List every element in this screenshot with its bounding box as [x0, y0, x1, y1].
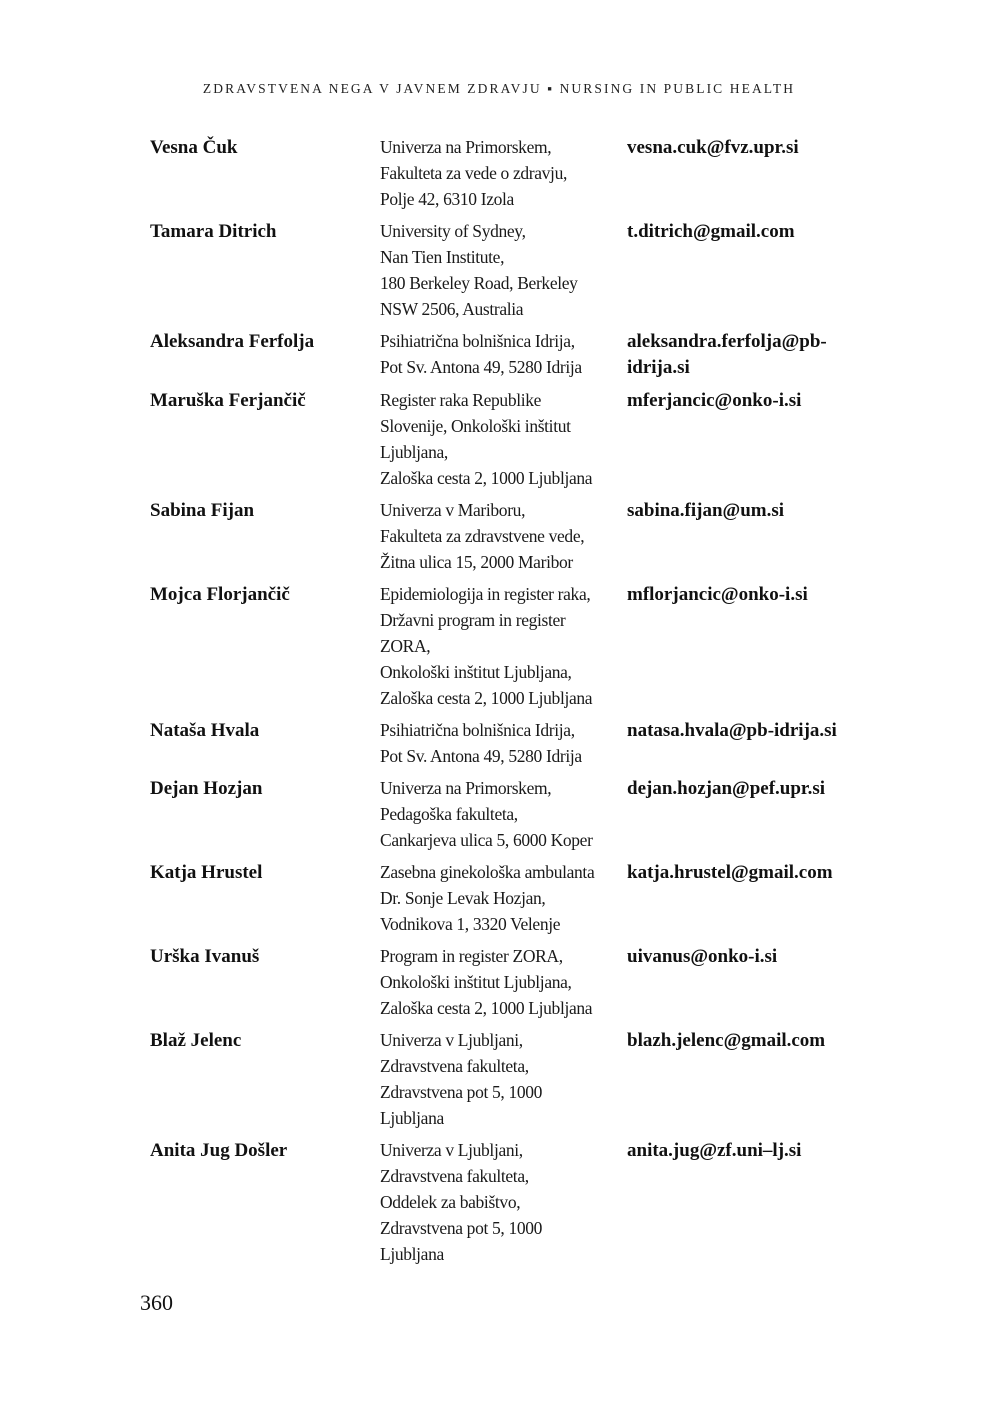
- affiliation-line: Zasebna ginekološka ambulanta: [380, 862, 595, 882]
- email-line: mferjancic@onko-i.si: [627, 390, 802, 411]
- affiliation-line: University of Sydney,: [380, 221, 526, 241]
- contributor-entry: [150, 581, 910, 711]
- contributor-affiliation: [380, 775, 627, 853]
- affiliation-line: NSW 2506, Australia: [380, 299, 524, 319]
- email-line: blazh.jelenc@gmail.com: [627, 1030, 826, 1051]
- contributor-email: [627, 775, 825, 802]
- email-line: sabina.fijan@um.si: [627, 500, 785, 521]
- contributor-name: Sabina Fijan: [150, 500, 255, 521]
- contributor-entry: [150, 497, 910, 575]
- email-line: dejan.hozjan@pef.upr.si: [627, 778, 826, 799]
- contributor-name: Urška Ivanuš: [150, 946, 260, 967]
- contributor-name: Nataša Hvala: [150, 720, 260, 741]
- affiliation-line: Žitna ulica 15, 2000 Maribor: [380, 552, 573, 572]
- contributor-entry: [150, 775, 910, 853]
- affiliation-line: Univerza v Mariboru,: [380, 500, 526, 520]
- affiliation-line: Slovenije, Onkološki inštitut: [380, 416, 571, 436]
- affiliation-line: Epidemiologija in register raka,: [380, 584, 591, 604]
- email-line: uivanus@onko-i.si: [627, 946, 778, 967]
- affiliation-line: Zdravstvena pot 5, 1000: [380, 1082, 543, 1102]
- contributor-name: Dejan Hozjan: [150, 778, 263, 799]
- contributor-entry: [150, 387, 910, 491]
- contributor-email: [627, 218, 795, 245]
- page-number: 360: [140, 1290, 173, 1315]
- contributor-entry: [150, 717, 910, 769]
- contributor-name: Blaž Jelenc: [150, 1030, 242, 1051]
- contributor-email: [627, 134, 799, 161]
- contributor-affiliation: [380, 387, 627, 491]
- contributor-affiliation: [380, 328, 627, 380]
- affiliation-line: Oddelek za babištvo,: [380, 1192, 521, 1212]
- affiliation-line: Onkološki inštitut Ljubljana,: [380, 662, 572, 682]
- affiliation-line: Zaloška cesta 2, 1000 Ljubljana: [380, 998, 593, 1018]
- contributor-list: [150, 134, 910, 1273]
- affiliation-line: Fakulteta za zdravstvene vede,: [380, 526, 585, 546]
- affiliation-line: Zdravstvena pot 5, 1000: [380, 1218, 543, 1238]
- affiliation-line: Univerza na Primorskem,: [380, 778, 552, 798]
- contributor-email: [627, 581, 808, 608]
- affiliation-line: 180 Berkeley Road, Berkeley: [380, 273, 578, 293]
- affiliation-line: Vodnikova 1, 3320 Velenje: [380, 914, 561, 934]
- affiliation-line: Pot Sv. Antona 49, 5280 Idrija: [380, 357, 582, 377]
- email-line: anita.jug@zf.uni–lj.si: [627, 1140, 802, 1161]
- affiliation-line: Fakulteta za vede o zdravju,: [380, 163, 567, 183]
- affiliation-line: Psihiatrična bolnišnica Idrija,: [380, 720, 575, 740]
- affiliation-line: Univerza na Primorskem,: [380, 137, 552, 157]
- contributor-entry: [150, 218, 910, 322]
- contributor-affiliation: [380, 134, 627, 212]
- contributor-name: Tamara Ditrich: [150, 221, 277, 242]
- affiliation-line: ZORA,: [380, 636, 431, 656]
- contributor-affiliation: [380, 717, 627, 769]
- affiliation-line: Program in register ZORA,: [380, 946, 563, 966]
- email-line: natasa.hvala@pb-idrija.si: [627, 720, 837, 741]
- affiliation-line: Državni program in register: [380, 610, 566, 630]
- running-header: ZDRAVSTVENA NEGA V JAVNEM ZDRAVJU ▪ NURSING IN PUBLIC HEALTH: [202, 81, 796, 96]
- contributor-entry: [150, 1137, 910, 1267]
- affiliation-line: Zdravstvena fakulteta,: [380, 1056, 529, 1076]
- contributor-affiliation: [380, 1027, 627, 1131]
- email-line: t.ditrich@gmail.com: [627, 221, 795, 242]
- affiliation-line: Pot Sv. Antona 49, 5280 Idrija: [380, 746, 582, 766]
- affiliation-line: Ljubljana: [380, 1244, 444, 1264]
- contributor-entry: [150, 328, 910, 381]
- contributor-email: [627, 387, 801, 414]
- email-line: vesna.cuk@fvz.upr.si: [627, 137, 799, 158]
- email-line: idrija.si: [627, 357, 690, 378]
- contributor-email: [627, 859, 833, 886]
- contributor-entry: [150, 1027, 910, 1131]
- contributor-name: Mojca Florjančič: [150, 584, 290, 605]
- affiliation-line: Psihiatrična bolnišnica Idrija,: [380, 331, 575, 351]
- contributor-email: [627, 717, 837, 744]
- contributor-affiliation: [380, 943, 627, 1021]
- contributor-affiliation: [380, 1137, 627, 1267]
- contributor-entry: [150, 859, 910, 937]
- affiliation-line: Register raka Republike: [380, 390, 542, 410]
- contributor-email: [627, 1137, 801, 1164]
- affiliation-line: Zdravstvena fakulteta,: [380, 1166, 529, 1186]
- affiliation-line: Ljubljana: [380, 1108, 444, 1128]
- affiliation-line: Zaloška cesta 2, 1000 Ljubljana: [380, 688, 593, 708]
- contributor-affiliation: [380, 497, 627, 575]
- contributor-affiliation: [380, 581, 627, 711]
- contributor-email: [627, 328, 827, 381]
- affiliation-line: Univerza v Ljubljani,: [380, 1140, 523, 1160]
- affiliation-line: Onkološki inštitut Ljubljana,: [380, 972, 572, 992]
- affiliation-line: Univerza v Ljubljani,: [380, 1030, 523, 1050]
- email-line: katja.hrustel@gmail.com: [627, 862, 833, 883]
- contributor-email: [627, 497, 784, 524]
- affiliation-line: Dr. Sonje Levak Hozjan,: [380, 888, 546, 908]
- contributor-entry: [150, 943, 910, 1021]
- contributor-name: Aleksandra Ferfolja: [150, 331, 315, 352]
- contributor-affiliation: [380, 859, 627, 937]
- affiliation-line: Polje 42, 6310 Izola: [380, 189, 514, 209]
- contributor-name: Katja Hrustel: [150, 862, 263, 883]
- contributor-name: Maruška Ferjančič: [150, 390, 306, 411]
- email-line: mflorjancic@onko-i.si: [627, 584, 808, 605]
- contributor-email: [627, 1027, 825, 1054]
- email-line: aleksandra.ferfolja@pb-: [627, 331, 827, 352]
- contributor-entry: [150, 134, 910, 212]
- affiliation-line: Cankarjeva ulica 5, 6000 Koper: [380, 830, 593, 850]
- affiliation-line: Ljubljana,: [380, 442, 448, 462]
- affiliation-line: Pedagoška fakulteta,: [380, 804, 518, 824]
- contributor-name: Anita Jug Došler: [150, 1140, 288, 1161]
- contributor-email: [627, 943, 777, 970]
- affiliation-line: Zaloška cesta 2, 1000 Ljubljana: [380, 468, 593, 488]
- affiliation-line: Nan Tien Institute,: [380, 247, 505, 267]
- contributor-name: Vesna Čuk: [150, 137, 238, 158]
- contributor-affiliation: [380, 218, 627, 322]
